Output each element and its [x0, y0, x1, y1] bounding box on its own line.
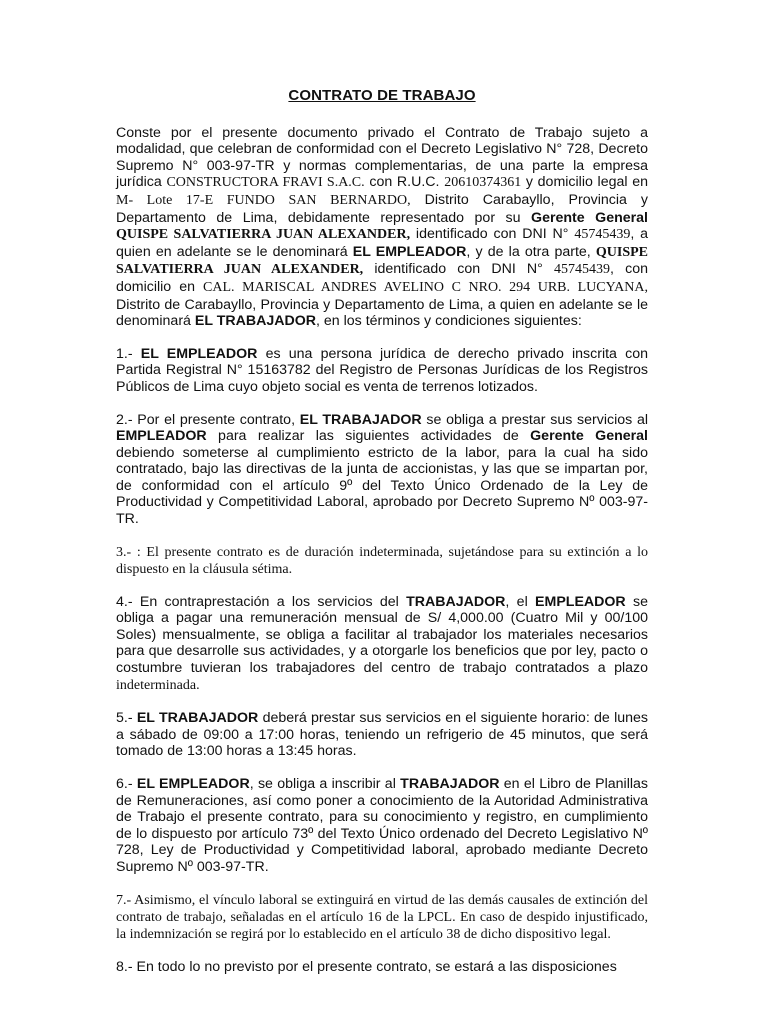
- company-name: CONSTRUCTORA FRAVI S.A.C.: [166, 175, 365, 191]
- intro-text-2: con R.U.C.: [364, 174, 445, 191]
- worker-name: QUISPE SALVATIERRA JUAN ALEXANDER,: [116, 244, 648, 278]
- clause-6-bold-2: TRABAJADOR: [400, 776, 500, 792]
- worker-address: CAL. MARISCAL ANDRES AVELINO C NRO. 294 URB. LUCYANA,: [203, 279, 648, 295]
- clause-3: 3.- : El presente contrato es de duración indeterminada, sujetándose para su extinción a lo dispuesto en la cláusula sétima.: [116, 544, 648, 577]
- representative-dni: 45745439: [574, 227, 631, 243]
- intro-text-10: , con domicilio en: [116, 261, 648, 295]
- clause-1-number: 1.-: [116, 345, 141, 362]
- clause-4-text-1: , el: [505, 593, 536, 610]
- clause-8: 8.- En todo lo no previsto por el presente contrato, se estará a las disposiciones: [116, 958, 617, 975]
- intro-text-11: Distrito de Carabayllo, Provincia y Departamento de Lima, a quien en adelante se le denominará: [116, 296, 648, 330]
- company-ruc: 20610374361: [444, 175, 522, 191]
- clause-5-number: 5.-: [116, 710, 137, 727]
- clause-2-text-2: para realizar las siguientes actividades de: [206, 428, 531, 445]
- representative-name: QUISPE SALVATIERRA JUAN ALEXANDER,: [116, 227, 411, 243]
- clause-6-bold-1: EL EMPLEADOR: [136, 776, 250, 792]
- contract-document: [116, 88, 648, 975]
- intro-paragraph: [116, 125, 648, 330]
- intro-text-12: , en los términos y condiciones siguientes:: [316, 313, 582, 330]
- clause-1-bold-1: EL EMPLEADOR: [140, 345, 258, 362]
- clause-7: 7.- Asimismo, el vínculo laboral se extinguirá en virtud de las demás causales de extinción del contrato de trabajo, señaladas en el artículo 16 de la LPCL. En caso de despido injustificado, la indemnización se regirá por lo establecido en el artículo 38 de dicho dispositivo legal.: [116, 892, 648, 942]
- company-address: M- Lote 17-E FUNDO SAN BERNARDO,: [116, 192, 411, 208]
- clause-4: [116, 594, 648, 695]
- clause-6-number: 6.-: [116, 776, 137, 792]
- intro-text-1: Conste por el presente documento privado el Contrato de Trabajo sujeto a modalidad, que celebran de conformidad con el Decreto Legislativo N° 728, Decreto Supremo N° 003-97-TR y normas complementarias, de una parte la empresa jurídica: [116, 124, 648, 191]
- clause-6: [116, 776, 648, 876]
- clause-5-bold-1: EL TRABAJADOR: [136, 710, 259, 727]
- clause-4-text-2: se obliga a pagar una remuneración mensual de S/ 4,000.00 (Cuatro Mil y 00/100 Soles) mensualmente, se obliga a facilitar al trabajador los materiales necesarios para que desarrolle sus actividades, y a otorgarle los beneficios que por ley, pacto o costumbre tuvieran los trabajadores del centro de trabajo contratados a plazo: [116, 593, 648, 677]
- intro-text-7: , a quien en adelante se le denominará: [116, 226, 648, 260]
- intro-text-6: identificado con DNI N°: [410, 226, 575, 243]
- worker-term: EL TRABAJADOR: [194, 313, 317, 330]
- clause-5: [116, 710, 648, 760]
- clause-2-bold-2: EMPLEADOR: [116, 428, 207, 445]
- intro-text-8: , y de la otra parte,: [466, 243, 596, 260]
- clause-6-text-2: en el Libro de Planillas de Remuneraciones, así como poner a conocimiento de la Autoridad Administrativa de Trabajo el presente contrato, para su conocimiento y registro, en cumplimiento de lo dispuesto por artículo 73º del Texto Único ordenado del Decreto Legislativo Nº 728, Ley de Productividad y Competitividad laboral, aprobado mediante Decreto Supremo Nº 003-97-TR.: [116, 776, 648, 875]
- representative-role: Gerente General: [531, 209, 648, 226]
- clause-2-number: 2.- Por el presente contrato,: [116, 411, 300, 428]
- clause-2: [116, 412, 648, 528]
- clause-4-bold-1: TRABAJADOR: [406, 593, 506, 610]
- worker-dni: 45745439: [554, 262, 611, 278]
- clause-6-text-1: , se obliga a inscribir al: [249, 776, 401, 792]
- clause-4-bold-2: EMPLEADOR: [535, 593, 626, 610]
- clause-1-text: es una persona jurídica de derecho privado inscrita con Partida Registral N° 15163782 del Registro de Personas Jurídicas de los Registros Públicos de Lima cuyo objeto social es venta de terrenos lotizados.: [116, 345, 648, 395]
- document-title: CONTRATO DE TRABAJO: [288, 87, 476, 104]
- clause-2-bold-1: EL TRABAJADOR: [299, 411, 422, 428]
- intro-text-9: identificado con DNI N°: [363, 261, 555, 278]
- employer-term: EL EMPLEADOR: [352, 243, 467, 260]
- clause-1: [116, 346, 648, 396]
- clause-5-text: deberá prestar sus servicios en el siguiente horario: de lunes a sábado de 09:00 a 17:00 horas, teniendo un refrigerio de 45 minutos, que será tomado de 13:00 horas a 13:45 horas.: [116, 710, 648, 760]
- clause-2-text-1: se obliga a prestar sus servicios al: [421, 411, 648, 428]
- clause-4-number: 4.- En contraprestación a los servicios del: [116, 593, 407, 610]
- clause-2-bold-3: Gerente General: [530, 428, 648, 445]
- clause-2-text-3: debiendo someterse al cumplimiento estricto de la labor, para la cual ha sido contratado, bajo las directivas de la junta de accionistas, y las que se impartan por, de conformidad con el artículo 9º del Texto Único Ordenado de la Ley de Productividad y Competitividad Laboral, aprobado por Decreto Supremo Nº 003-97-TR.: [116, 444, 648, 528]
- intro-text-4: Distrito Carabayllo, Provincia y Departamento de Lima, debidamente representado por su: [116, 191, 648, 226]
- clause-4-text-3: indeterminada.: [116, 677, 200, 693]
- intro-text-3: y domicilio legal en: [521, 174, 649, 191]
